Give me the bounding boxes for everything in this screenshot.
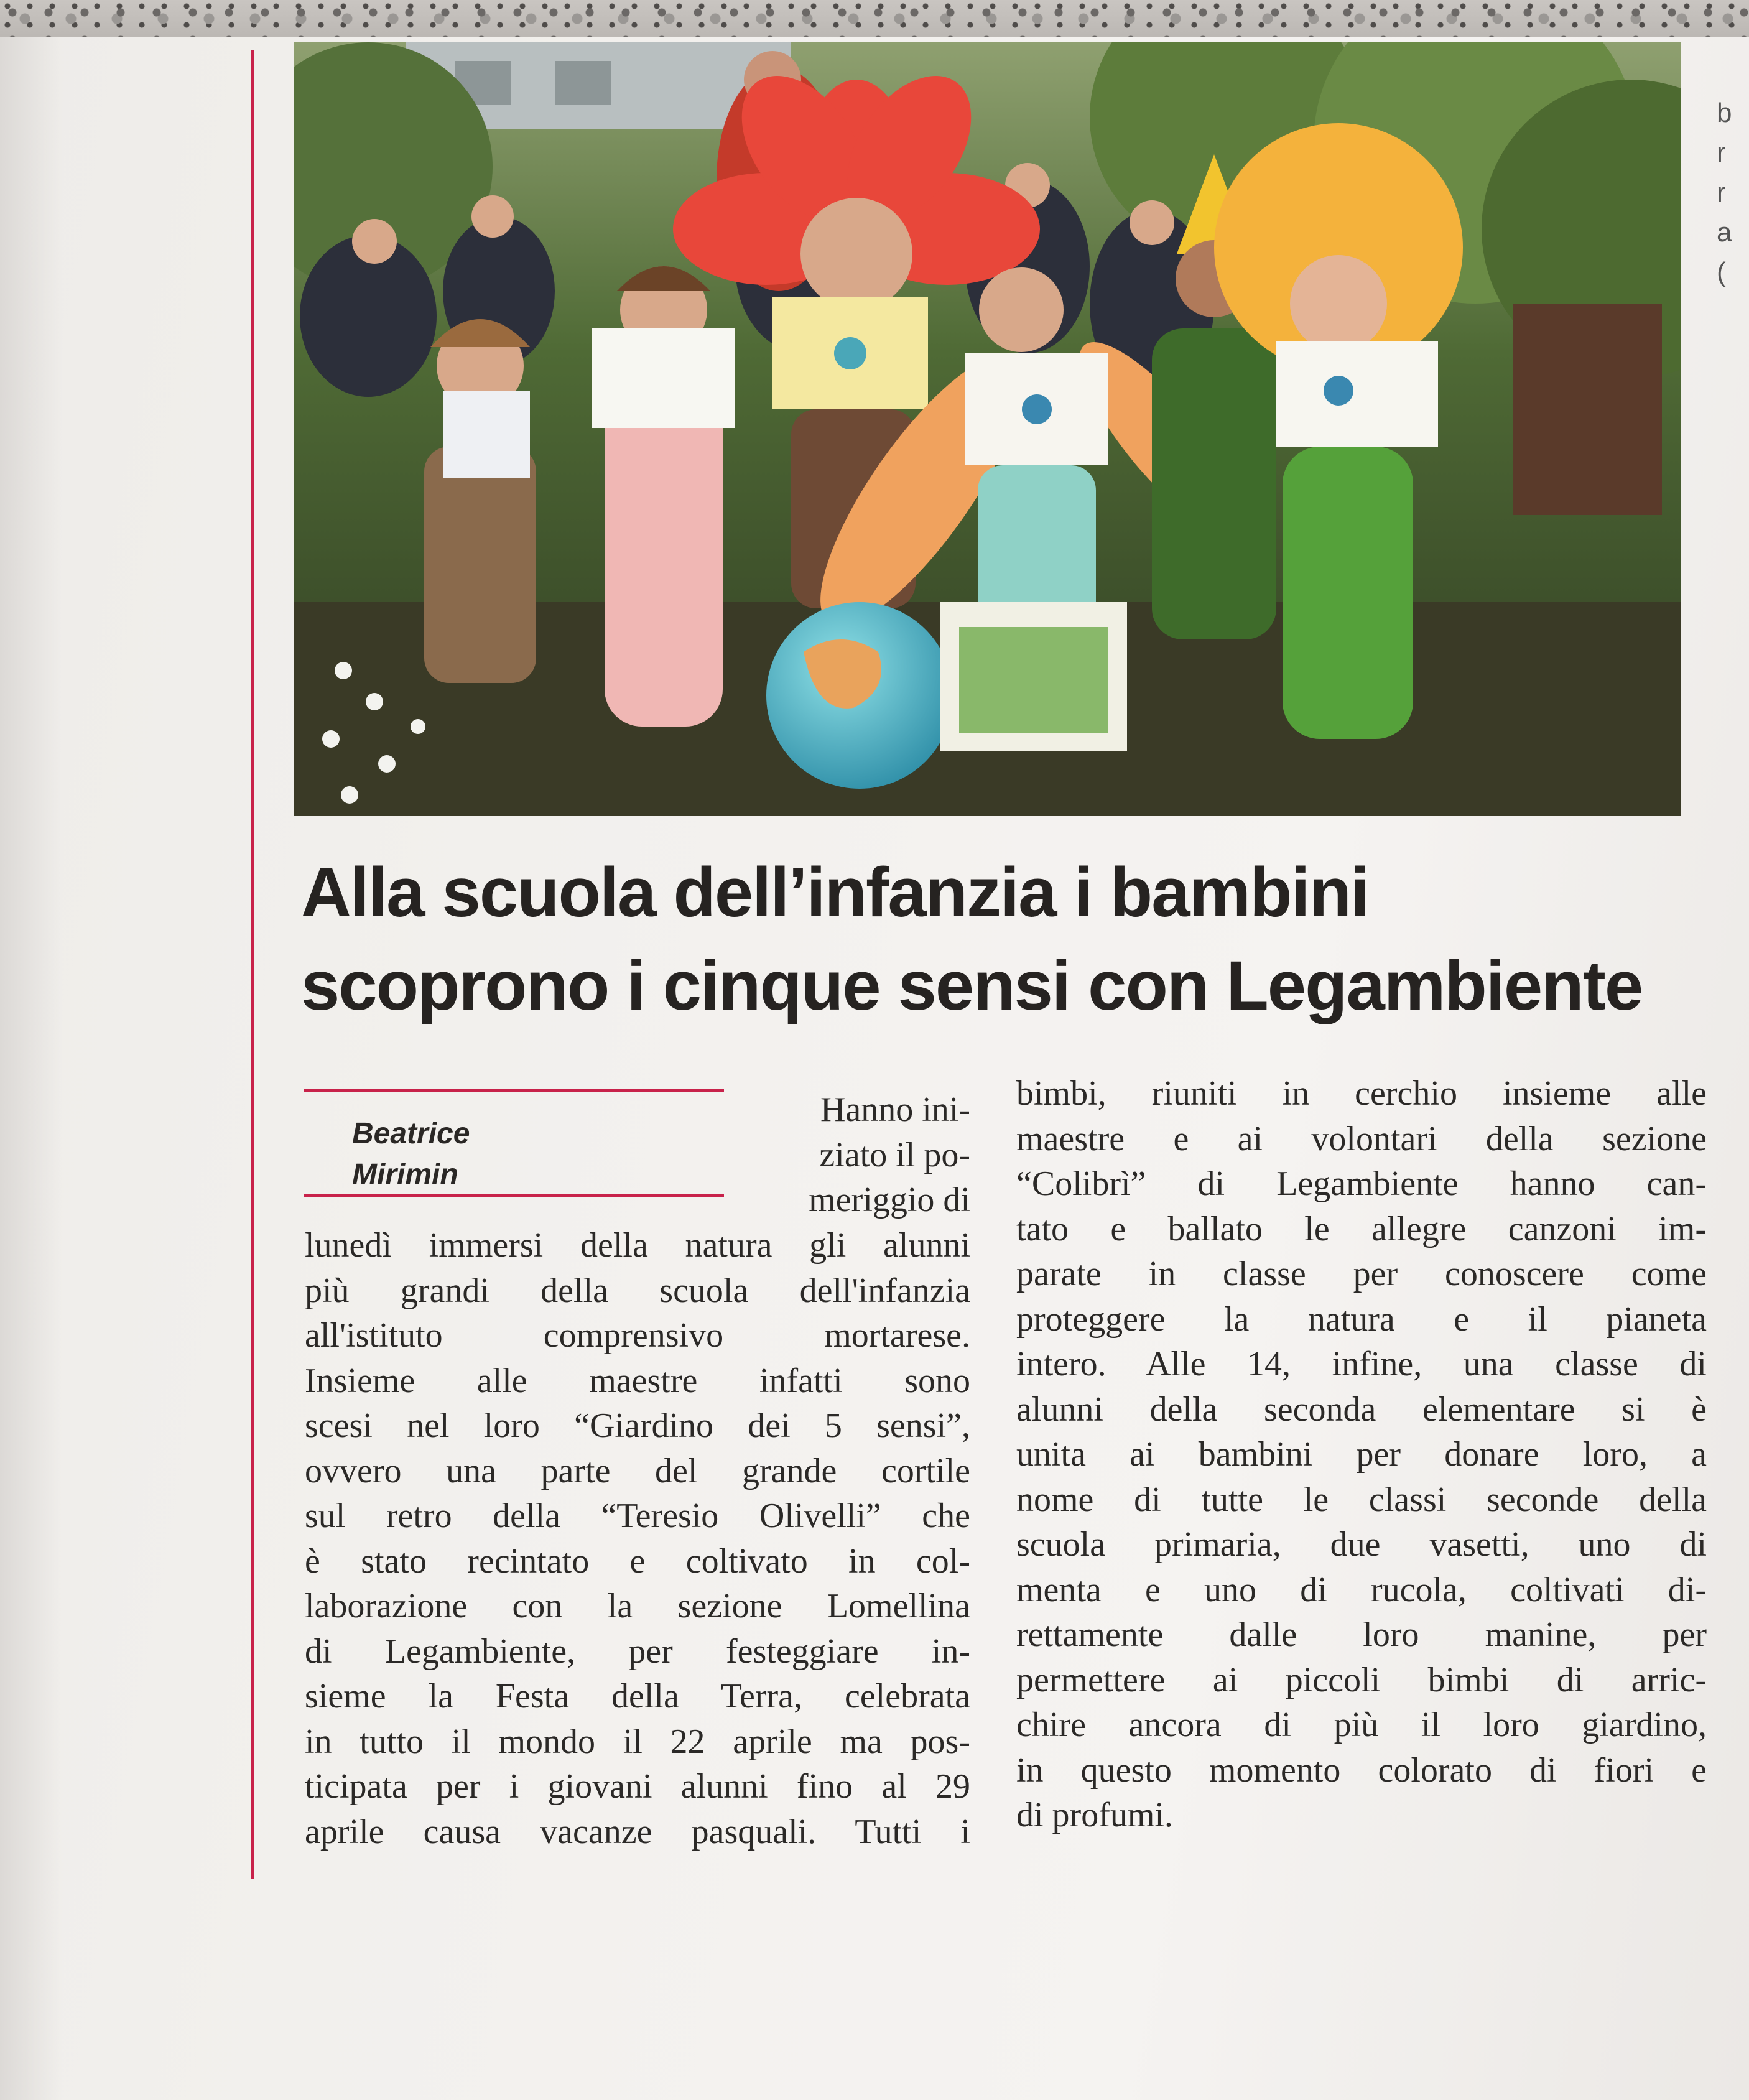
text-line: laborazione con la sezione Lomellina <box>305 1587 970 1625</box>
article-photo <box>294 42 1681 816</box>
text-line: menta e uno di rucola, coltivati di- <box>1016 1570 1707 1609</box>
text-line: ticipata per i giovani alunni fino al 29 <box>305 1767 970 1806</box>
text-line: proteggere la natura e il pianeta <box>1016 1299 1707 1339</box>
text-line: all'istituto comprensivo mortarese. <box>305 1316 970 1355</box>
text-line: in questo momento colorato di fiori e <box>1016 1750 1707 1790</box>
text-line: più grandi della scuola dell'infanzia <box>305 1271 970 1310</box>
byline-rule-bottom <box>304 1194 724 1197</box>
text-line: è stato recintato e coltivato in col- <box>305 1541 970 1581</box>
byline-first-name: Beatrice <box>352 1117 470 1150</box>
text-line: sul retro della “Teresio Olivelli” che <box>305 1497 970 1535</box>
text-line: di profumi. <box>1016 1796 1173 1834</box>
text-line: Hanno ini- <box>820 1090 970 1129</box>
text-line: permettere ai piccoli bimbi di arric- <box>1016 1660 1707 1699</box>
text-line: tato e ballato le allegre canzoni im- <box>1016 1209 1707 1248</box>
byline <box>352 1113 470 1196</box>
article-column-1 <box>305 1223 970 1854</box>
fragment-char: r <box>1717 177 1726 208</box>
fragment-char: ( <box>1717 257 1726 287</box>
article-column-2 <box>1016 1071 1707 1838</box>
byline-last-name: Mirimin <box>352 1158 458 1191</box>
text-line: alunni della seconda elementare si è <box>1016 1390 1707 1429</box>
text-line: ziato il po- <box>819 1135 970 1174</box>
page-fold-shadow <box>0 37 62 2100</box>
text-line: scuola primaria, due vasetti, uno di <box>1016 1525 1707 1564</box>
text-line: scesi nel loro “Giardino dei 5 sensi”, <box>305 1406 970 1445</box>
adjacent-column-fragment <box>1717 93 1749 292</box>
headline-line: scoprono i cinque sensi con Legambiente <box>301 947 1643 1024</box>
text-line: aprile causa vacanze pasquali. Tutti i <box>305 1812 970 1851</box>
text-line: intero. Alle 14, infine, una classe di <box>1016 1345 1707 1383</box>
text-line: chire ancora di più il loro giardino, <box>1016 1706 1707 1744</box>
text-line: “Colibrì” di Legambiente hanno can- <box>1016 1164 1707 1203</box>
column1-intro <box>753 1087 970 1223</box>
text-line: meriggio di <box>809 1181 970 1219</box>
article-headline <box>301 846 1682 1033</box>
text-line: bimbi, riuniti in cerchio insieme alle <box>1016 1074 1707 1113</box>
text-line: di Legambiente, per festeggiare in- <box>305 1632 970 1671</box>
byline-rule-top <box>304 1089 724 1092</box>
text-line: Insieme alle maestre infatti sono <box>305 1361 970 1400</box>
text-line: ovvero una parte del grande cortile <box>305 1451 970 1490</box>
text-line: lunedì immersi della natura gli alunni <box>305 1226 970 1265</box>
fragment-char: b <box>1717 98 1732 128</box>
fragment-char: r <box>1717 137 1726 168</box>
column-divider-rule <box>251 50 254 1879</box>
text-line: sieme la Festa della Terra, celebrata <box>305 1677 970 1716</box>
fragment-char: a <box>1717 217 1732 248</box>
text-line: maestre e ai volontari della sezione <box>1016 1119 1707 1158</box>
text-line: parate in classe per conoscere come <box>1016 1255 1707 1293</box>
text-line: nome di tutte le classi seconde della <box>1016 1480 1707 1519</box>
text-line: rettamente dalle loro manine, per <box>1016 1615 1707 1654</box>
text-line: in tutto il mondo il 22 aprile ma pos- <box>305 1722 970 1761</box>
headline-line: Alla scuola dell’infanzia i bambini <box>301 853 1369 931</box>
text-line: unita ai bambini per donare loro, a <box>1016 1435 1707 1474</box>
